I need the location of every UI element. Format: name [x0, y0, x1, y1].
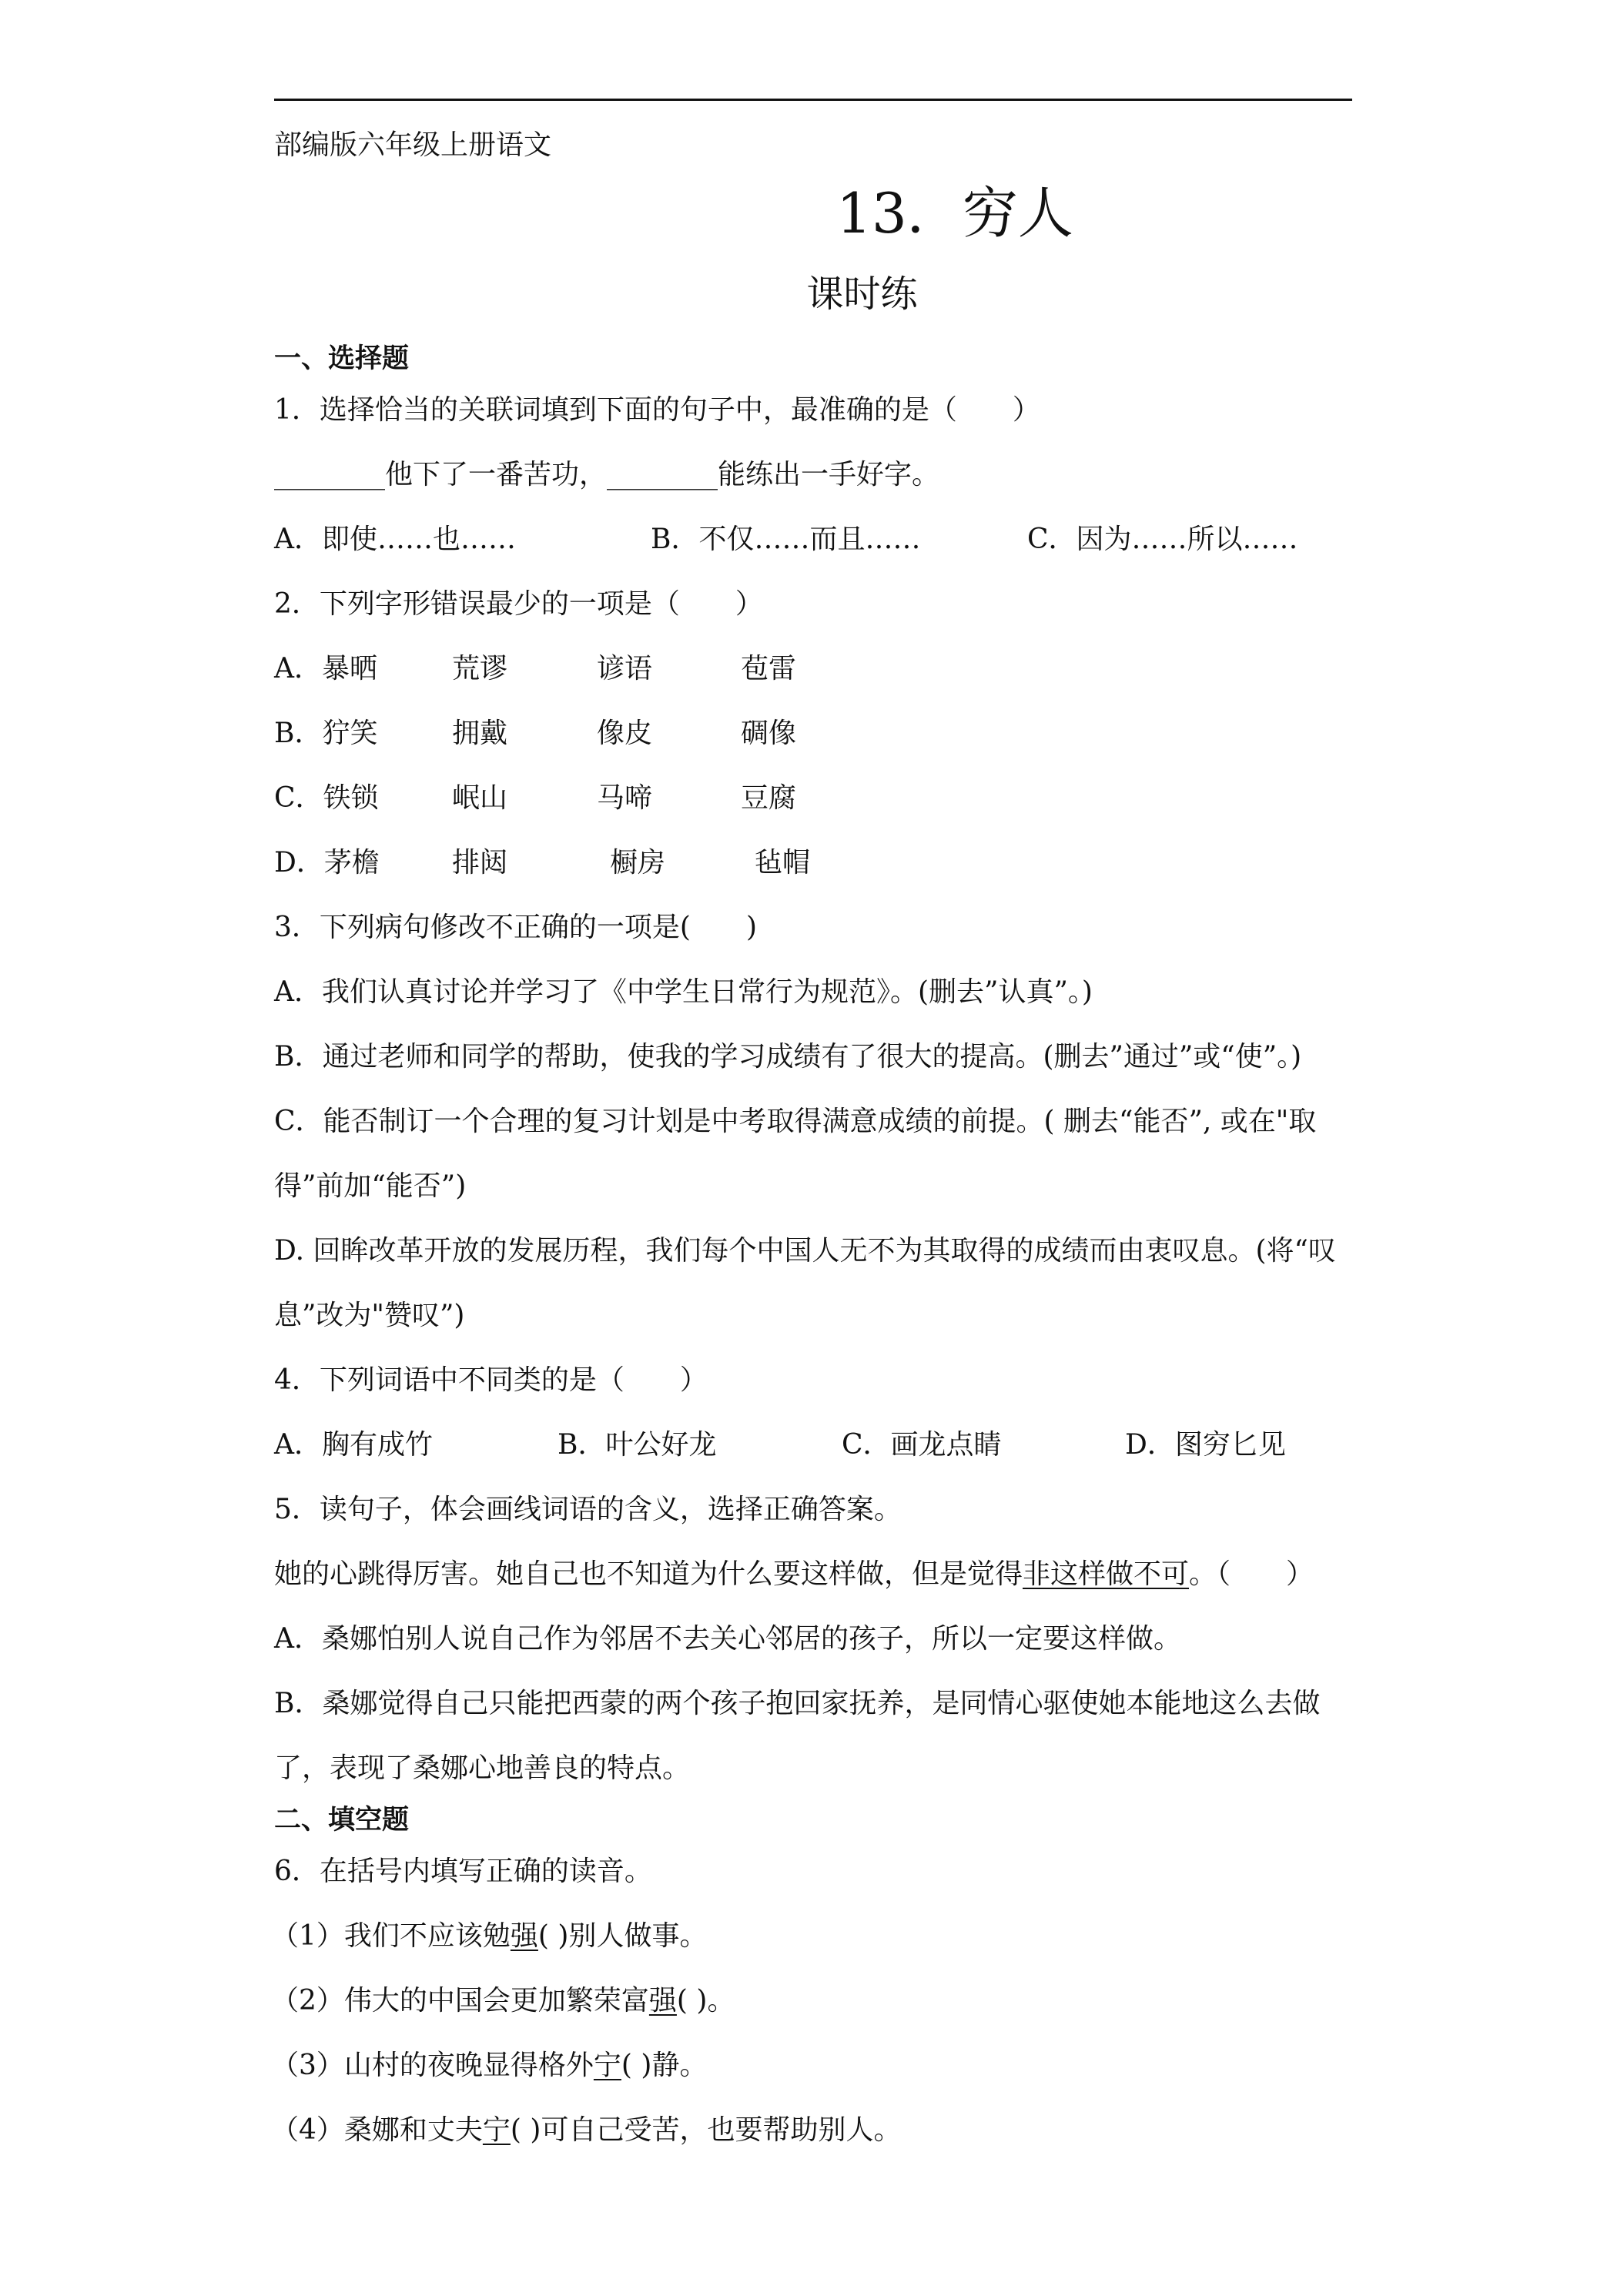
q3-option-c: C．能否制订一个合理的复习计划是中考取得满意成绩的前提。( 删去“能否”, 或在"取: [274, 1106, 1317, 1137]
q4-stem: 4．下列词语中不同类的是（ ）: [274, 1364, 708, 1396]
q5-option-a: A．桑娜怕别人说自己作为邻居不去关心邻居的孩子，所以一定要这样做。: [274, 1623, 1181, 1655]
q2-option-a: A．暴晒: [274, 653, 377, 684]
q6-target-char: 强: [510, 1920, 538, 1952]
q5-sentence: [274, 1555, 1314, 1594]
q6-item-text: ( )静。: [621, 2050, 708, 2081]
q2-option-c-word: 豆腐: [741, 782, 797, 814]
q4-option-b: B．叶公好龙: [558, 1429, 717, 1461]
q2-option-d-word: 排闼: [452, 847, 508, 879]
q2-option-c-word: 马啼: [597, 782, 653, 814]
q6-item-1: [271, 1917, 707, 1956]
q6-target-char: 强: [648, 1985, 677, 2017]
q6-item-text: （3）山村的夜晚显得格外: [271, 2050, 594, 2081]
q2-stem: 2．下列字形错误最少的一项是（ ）: [274, 588, 763, 620]
q2-option-a-word: 荒谬: [452, 653, 508, 684]
header-subject: 部编版六年级上册语文: [274, 129, 552, 161]
q2-option-b-word: 碉像: [741, 718, 797, 749]
header-rule: [274, 99, 1352, 101]
q6-item-text: ( )。: [676, 1985, 735, 2017]
q6-item-text: （4）桑娜和丈夫: [271, 2114, 483, 2146]
q5-option-b: B．桑娜觉得自己只能把西蒙的两个孩子抱回家抚养，是同情心驱使她本能地这么去做: [274, 1688, 1321, 1719]
page-subtitle: 课时练: [806, 273, 918, 316]
q6-item-text: （2）伟大的中国会更加繁荣富: [271, 1985, 649, 2017]
section-heading-choice: 一、选择题: [274, 343, 410, 374]
q4-option-a: A．胸有成竹: [274, 1429, 433, 1461]
q6-item-4: [271, 2111, 901, 2150]
q6-item-2: [271, 1982, 735, 2020]
q2-option-d-word: 毡帽: [755, 847, 811, 879]
q6-item-3: [271, 2047, 707, 2085]
q2-option-a-word: 苞雷: [741, 653, 797, 684]
q5-sentence-post: 。（ ）: [1189, 1558, 1314, 1590]
page-title: 13．穷人: [836, 181, 1073, 246]
q2-option-b: B．狞笑: [274, 718, 378, 749]
q1-option-c: C．因为……所以……: [1027, 524, 1298, 555]
q2-option-b-word: 拥戴: [452, 718, 508, 749]
q2-option-d-word: 橱房: [610, 847, 666, 879]
q3-option-d: D. 回眸改革开放的发展历程，我们每个中国人无不为其取得的成绩而由衷叹息。(将“叹: [274, 1235, 1336, 1267]
q3-option-d-cont: 息”改为"赞叹”): [274, 1300, 465, 1331]
q5-sentence-pre: 她的心跳得厉害。她自己也不知道为什么要这样做，但是觉得: [274, 1558, 1023, 1590]
q4-option-c: C．画龙点睛: [842, 1429, 1002, 1461]
q1-option-a: A．即使……也……: [274, 524, 516, 555]
q5-stem: 5．读句子，体会画线词语的含义，选择正确答案。: [274, 1494, 902, 1525]
q4-option-d: D．图穷匕见: [1125, 1429, 1286, 1461]
q1-option-b: B．不仅……而且……: [651, 524, 921, 555]
q2-option-d: D．茅檐: [274, 847, 380, 879]
q3-option-b: B．通过老师和同学的帮助，使我的学习成绩有了很大的提高。(删去”通过”或“使”。): [274, 1041, 1302, 1073]
q3-option-a: A．我们认真讨论并学习了《中学生日常行为规范》。(删去”认真”。): [274, 976, 1093, 1008]
q1-sentence: ________他下了一番苦功，________能练出一手好字。: [274, 459, 940, 490]
q2-option-a-word: 谚语: [597, 653, 653, 684]
section-heading-fill: 二、填空题: [274, 1805, 410, 1836]
q2-option-b-word: 像皮: [597, 718, 653, 749]
q6-item-text: ( )别人做事。: [537, 1920, 708, 1952]
q6-target-char: 宁: [482, 2114, 511, 2146]
q5-underlined-phrase: 非这样做不可: [1023, 1558, 1190, 1590]
q3-option-c-cont: 得”前加“能否”): [274, 1170, 467, 1202]
q3-stem: 3．下列病句修改不正确的一项是( ): [274, 912, 757, 943]
q5-option-b-cont: 了，表现了桑娜心地善良的特点。: [274, 1752, 691, 1784]
q2-option-c-word: 岷山: [452, 782, 508, 814]
q6-item-text: （1）我们不应该勉: [271, 1920, 511, 1952]
q2-option-c: C．铁锁: [274, 782, 379, 814]
q6-item-text: ( )可自己受苦，也要帮助别人。: [510, 2114, 902, 2146]
q6-target-char: 宁: [593, 2050, 621, 2081]
q6-stem: 6．在括号内填写正确的读音。: [274, 1856, 652, 1887]
q1-stem: 1．选择恰当的关联词填到下面的句子中，最准确的是（ ）: [274, 394, 1040, 426]
